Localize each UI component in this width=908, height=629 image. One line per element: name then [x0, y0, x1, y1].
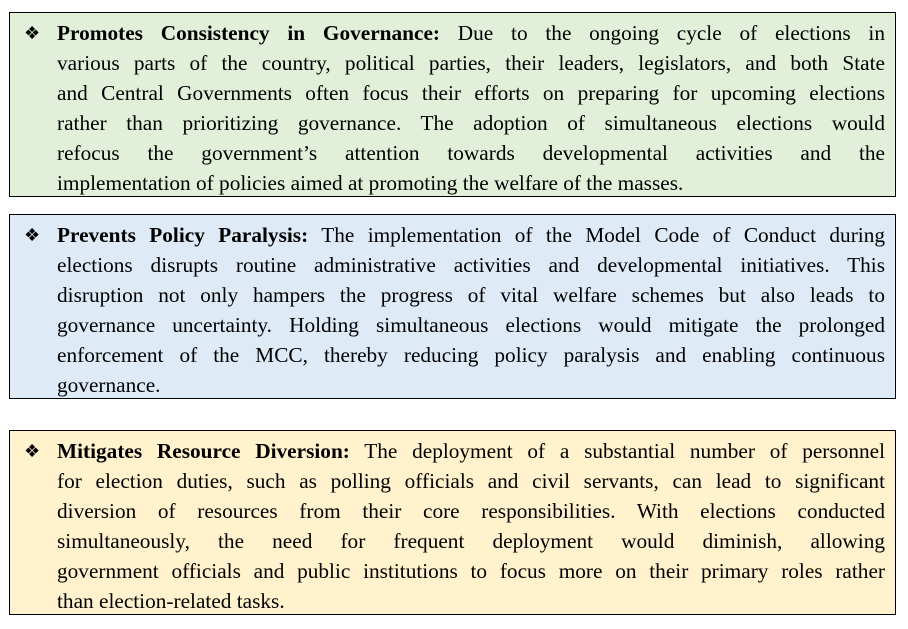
- line-text: rather than prioritizing governance. The adoption of simultaneous elections would: [57, 111, 885, 135]
- text-line: [57, 138, 885, 168]
- text-line: [57, 220, 885, 250]
- text-line: [57, 250, 885, 280]
- line-text: for election duties, such as polling officials and civil servants, can lead to significant: [57, 469, 885, 493]
- point-heading: Mitigates Resource Diversion:: [57, 439, 350, 463]
- text-line: [57, 340, 885, 370]
- text-line: [57, 556, 885, 586]
- line-text: The deployment of a substantial number of personnel: [349, 439, 885, 463]
- text-line: [57, 526, 885, 556]
- line-text: than election-related tasks.: [57, 589, 285, 613]
- line-text: and Central Governments often focus their efforts on preparing for upcoming elections: [57, 81, 885, 105]
- text-line: [57, 310, 885, 340]
- text-line: [57, 48, 885, 78]
- text-line: [57, 436, 885, 466]
- point-heading: Promotes Consistency in Governance:: [57, 21, 440, 45]
- text-line: [57, 78, 885, 108]
- line-text: The implementation of the Model Code of Conduct during: [308, 223, 885, 247]
- line-text: elections disrupts routine administrative activities and developmental initiatives. This: [57, 253, 885, 277]
- text-line: [57, 18, 885, 48]
- text-line: [57, 586, 885, 616]
- point-body: [57, 18, 885, 198]
- text-line: [57, 280, 885, 310]
- line-text: enforcement of the MCC, thereby reducing policy paralysis and enabling continuous: [57, 343, 885, 367]
- bullet-icon: ❖: [24, 441, 41, 461]
- bullet-icon: ❖: [24, 23, 41, 43]
- line-text: simultaneously, the need for frequent deployment would diminish, allowing: [57, 529, 885, 553]
- line-text: diversion of resources from their core responsibilities. With elections conducted: [57, 499, 885, 523]
- line-text: various parts of the country, political parties, their leaders, legislators, and both State: [57, 51, 885, 75]
- point-body: [57, 436, 885, 616]
- point-policy-paralysis-box: [9, 214, 896, 399]
- point-heading: Prevents Policy Paralysis:: [57, 223, 309, 247]
- text-line: [57, 466, 885, 496]
- line-text: disruption not only hampers the progress of vital welfare schemes but also leads to: [57, 283, 885, 307]
- point-body: [57, 220, 885, 400]
- text-line: [57, 370, 885, 400]
- bullet-icon: ❖: [24, 225, 41, 245]
- line-text: Due to the ongoing cycle of elections in: [440, 21, 885, 45]
- point-resource-diversion-box: [9, 430, 896, 615]
- line-text: refocus the government’s attention towards developmental activities and the: [57, 141, 885, 165]
- text-line: [57, 168, 885, 198]
- line-text: governance.: [57, 373, 161, 397]
- line-text: government officials and public institutions to focus more on their primary roles rather: [57, 559, 885, 583]
- text-line: [57, 496, 885, 526]
- line-text: governance uncertainty. Holding simultaneous elections would mitigate the prolonged: [57, 313, 885, 337]
- text-line: [57, 108, 885, 138]
- line-text: implementation of policies aimed at promoting the welfare of the masses.: [57, 171, 684, 195]
- point-consistency-box: [9, 12, 896, 197]
